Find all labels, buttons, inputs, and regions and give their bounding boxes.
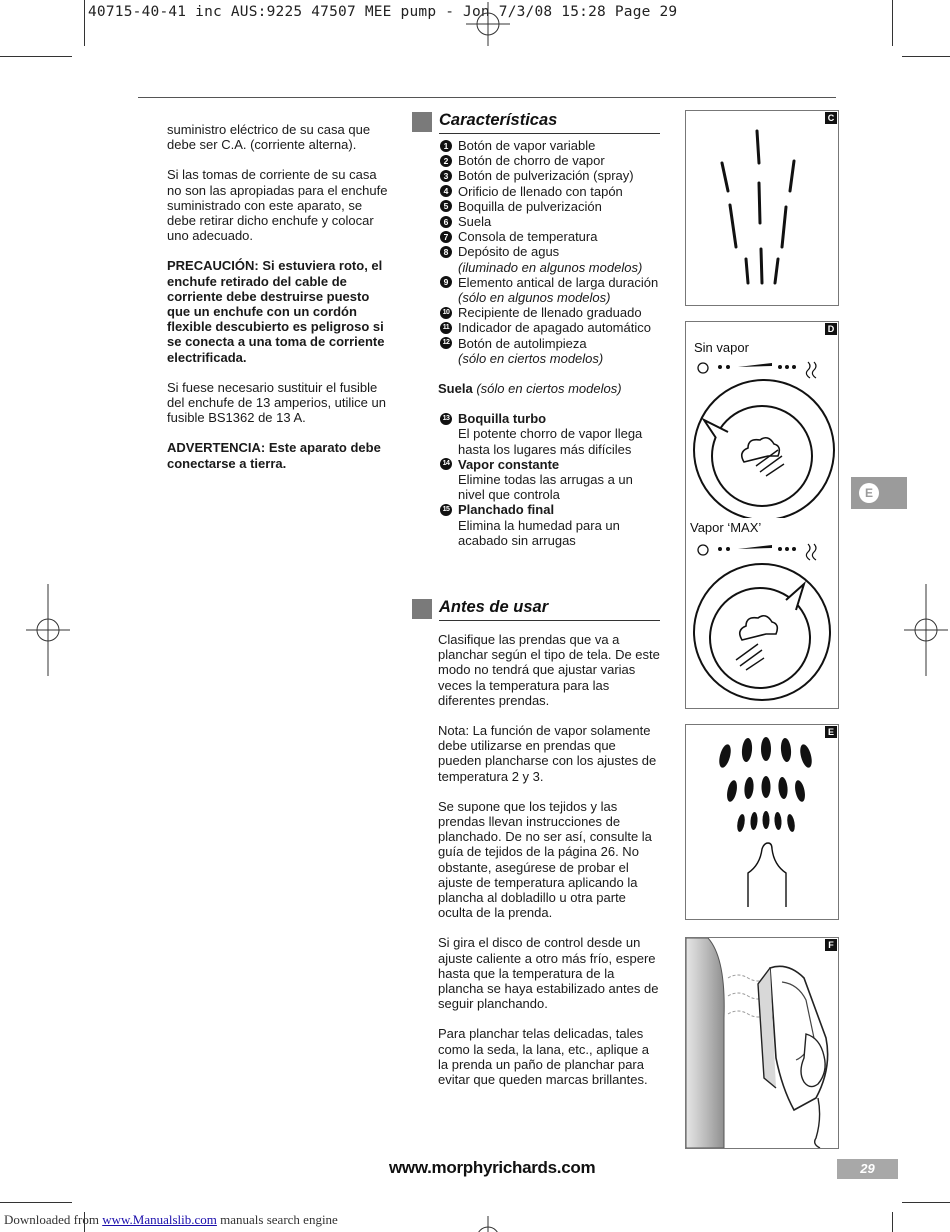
- paragraph: suministro eléctrico de su casa que debe ser C.A. (corriente alterna).: [167, 122, 371, 153]
- crop-mark: [892, 0, 893, 46]
- column-safety: [167, 122, 389, 486]
- soleplate-label: Planchado final: [458, 502, 555, 518]
- soleplate-description: Elimina la humedad para un acabado sin arrugas: [458, 517, 620, 548]
- page-number: 29: [837, 1159, 898, 1179]
- suela-heading: Suela (sólo en ciertos modelos): [438, 381, 622, 397]
- crop-mark: [0, 56, 72, 57]
- figure-c-spray: [685, 110, 839, 306]
- soleplate-label: Vapor constante: [458, 456, 560, 472]
- feature-item: [438, 229, 660, 244]
- item-number-badge: 3: [440, 170, 452, 182]
- feature-label: Botón de vapor variable: [458, 138, 596, 153]
- item-number-badge: 14: [440, 458, 452, 470]
- feature-item: [438, 244, 660, 274]
- feature-item: [438, 199, 660, 214]
- feature-item: [438, 138, 660, 153]
- steam-dial-min-illustration: [686, 358, 838, 518]
- feature-label: Boquilla de pulverización: [458, 198, 602, 214]
- feature-note: (sólo en ciertos modelos): [458, 350, 604, 366]
- feature-label: Consola de temperatura: [458, 229, 598, 245]
- paragraph: Si fuese necesario sustituir el fusible del enchufe de 13 amperios, utilice un fusible BS1362 de 13 A.: [167, 379, 386, 426]
- crop-mark: [0, 1202, 72, 1203]
- item-number-badge: 6: [440, 216, 452, 228]
- language-tab-label: E: [859, 483, 879, 503]
- steam-jets-illustration: [686, 725, 838, 919]
- registration-mark-bottom: [466, 1216, 510, 1232]
- print-slug: 40715-40-41 inc AUS:9225 47507 MEE pump - Jon 7/3/08 15:28 Page 29: [88, 4, 678, 20]
- spray-lines-illustration: [686, 111, 838, 305]
- feature-label: Depósito de agus: [458, 244, 560, 260]
- figure-label: D: [825, 323, 837, 335]
- soleplate-item: [438, 411, 660, 457]
- feature-note: (sólo en algunos modelos): [458, 290, 611, 306]
- crop-mark: [892, 1212, 893, 1232]
- top-rule: [138, 97, 836, 98]
- paragraph: Si las tomas de corriente de su casa no son las apropiadas para el enchufe suministrado con este aparato, se debe retirar dicho enchufe y colocar uno adecuado.: [167, 167, 388, 244]
- warning-paragraph: ADVERTENCIA: Este aparato debe conectarse a tierra.: [167, 440, 381, 471]
- figure-label: F: [825, 939, 837, 951]
- item-number-badge: 13: [440, 413, 452, 425]
- soleplate-label: Boquilla turbo: [458, 411, 547, 427]
- soleplate-item: [438, 502, 660, 548]
- soleplate-description: El potente chorro de vapor llega hasta los lugares más difíciles: [458, 426, 643, 457]
- manualslib-link[interactable]: www.Manualslib.com: [102, 1212, 217, 1227]
- item-number-badge: 10: [440, 307, 452, 319]
- feature-item: [438, 184, 660, 199]
- feature-item: [438, 320, 660, 335]
- registration-mark-left: [26, 584, 70, 676]
- soleplate-description: Elimine todas las arrugas a un nivel que controla: [458, 472, 633, 503]
- item-number-badge: 9: [440, 276, 452, 288]
- feature-label: Orificio de llenado con tapón: [458, 183, 623, 199]
- footer-suffix: manuals search engine: [216, 1212, 338, 1227]
- feature-label: Botón de autolimpieza: [458, 335, 587, 351]
- website-url: www.morphyrichards.com: [389, 1158, 596, 1177]
- section-heading-before-use: Antes de usar: [412, 597, 660, 619]
- item-number-badge: 8: [440, 246, 452, 258]
- column-before-use: [438, 632, 660, 1102]
- paragraph: Clasifique las prendas que va a planchar según el tipo de tela. De este modo no tendrá que ajustar varias veces la temperatura para las diferentes prendas.: [438, 632, 660, 708]
- figure-e-steam-jets: [685, 724, 839, 920]
- item-number-badge: 15: [440, 504, 452, 516]
- section-heading-features: Características: [412, 110, 660, 132]
- feature-list: [438, 138, 660, 366]
- crop-mark: [84, 0, 85, 46]
- feature-label: Elemento antical de larga duración: [458, 274, 659, 290]
- paragraph: Nota: La función de vapor solamente debe utilizarse en prendas que pueden plancharse con los ajustes de temperatura 2 y 3.: [438, 723, 657, 784]
- feature-item: [438, 305, 660, 320]
- feature-item: [438, 275, 660, 305]
- crop-mark: [902, 1202, 950, 1203]
- feature-label: Botón de pulverización (spray): [458, 168, 634, 184]
- item-number-badge: 2: [440, 155, 452, 167]
- feature-item: [438, 168, 660, 183]
- item-number-badge: 4: [440, 185, 452, 197]
- paragraph: Para planchar telas delicadas, tales como la seda, la lana, etc., aplique a la prenda un paño de planchar para evitar que queden marcas brillantes.: [438, 1026, 650, 1088]
- crop-mark: [902, 56, 950, 57]
- feature-label: Suela: [458, 214, 492, 230]
- footer-prefix: Downloaded from: [4, 1212, 103, 1227]
- feature-note: (iluminado en algunos modelos): [458, 259, 643, 275]
- figure-label: E: [825, 726, 837, 738]
- item-number-badge: 1: [440, 140, 452, 152]
- item-number-badge: 7: [440, 231, 452, 243]
- vertical-steam-illustration: [686, 938, 838, 1148]
- item-number-badge: 5: [440, 200, 452, 212]
- paragraph: Se supone que los tejidos y las prendas llevan instrucciones de planchado. De no ser así, consulte la guía de tejidos de la página 26. No obstante, asegúrese de probar el ajuste de temperatura aplicando la plancha al dobladillo u otra parte oculta de la prenda.: [438, 798, 652, 921]
- figure-label: C: [825, 112, 837, 124]
- dial-label-no-steam: Sin vapor: [694, 340, 749, 355]
- feature-item: [438, 153, 660, 168]
- feature-item: [438, 336, 660, 366]
- registration-mark-top: [466, 2, 510, 46]
- soleplate-item: [438, 457, 660, 503]
- item-number-badge: 11: [440, 322, 452, 334]
- paragraph: Si gira el disco de control desde un ajuste caliente a otro más frío, espere hasta que la temperatura de la plancha se haya estabilizado antes de seguir planchando.: [438, 935, 659, 1012]
- feature-label: Recipiente de llenado graduado: [458, 305, 642, 321]
- download-footer: [4, 1212, 338, 1228]
- feature-item: [438, 214, 660, 229]
- steam-dial-max-illustration: [686, 540, 838, 704]
- registration-mark-right: [904, 584, 948, 676]
- dial-label-max-steam: Vapor ‘MAX’: [690, 520, 762, 535]
- feature-label: Indicador de apagado automático: [458, 320, 651, 336]
- column-features: [438, 138, 660, 548]
- figure-d-steam-dial: [685, 321, 839, 709]
- soleplate-list: [438, 411, 660, 548]
- feature-label: Botón de chorro de vapor: [458, 153, 605, 169]
- figure-f-vertical-steam: [685, 937, 839, 1149]
- caution-paragraph: PRECAUCIÓN: Si estuviera roto, el enchufe retirado del cable de corriente debe destruirse puesto que un enchufe con un cordón flexible descubierto es peligroso si se conecta a una toma de corriente electrificada.: [167, 258, 385, 365]
- item-number-badge: 12: [440, 337, 452, 349]
- language-tab: [851, 477, 907, 509]
